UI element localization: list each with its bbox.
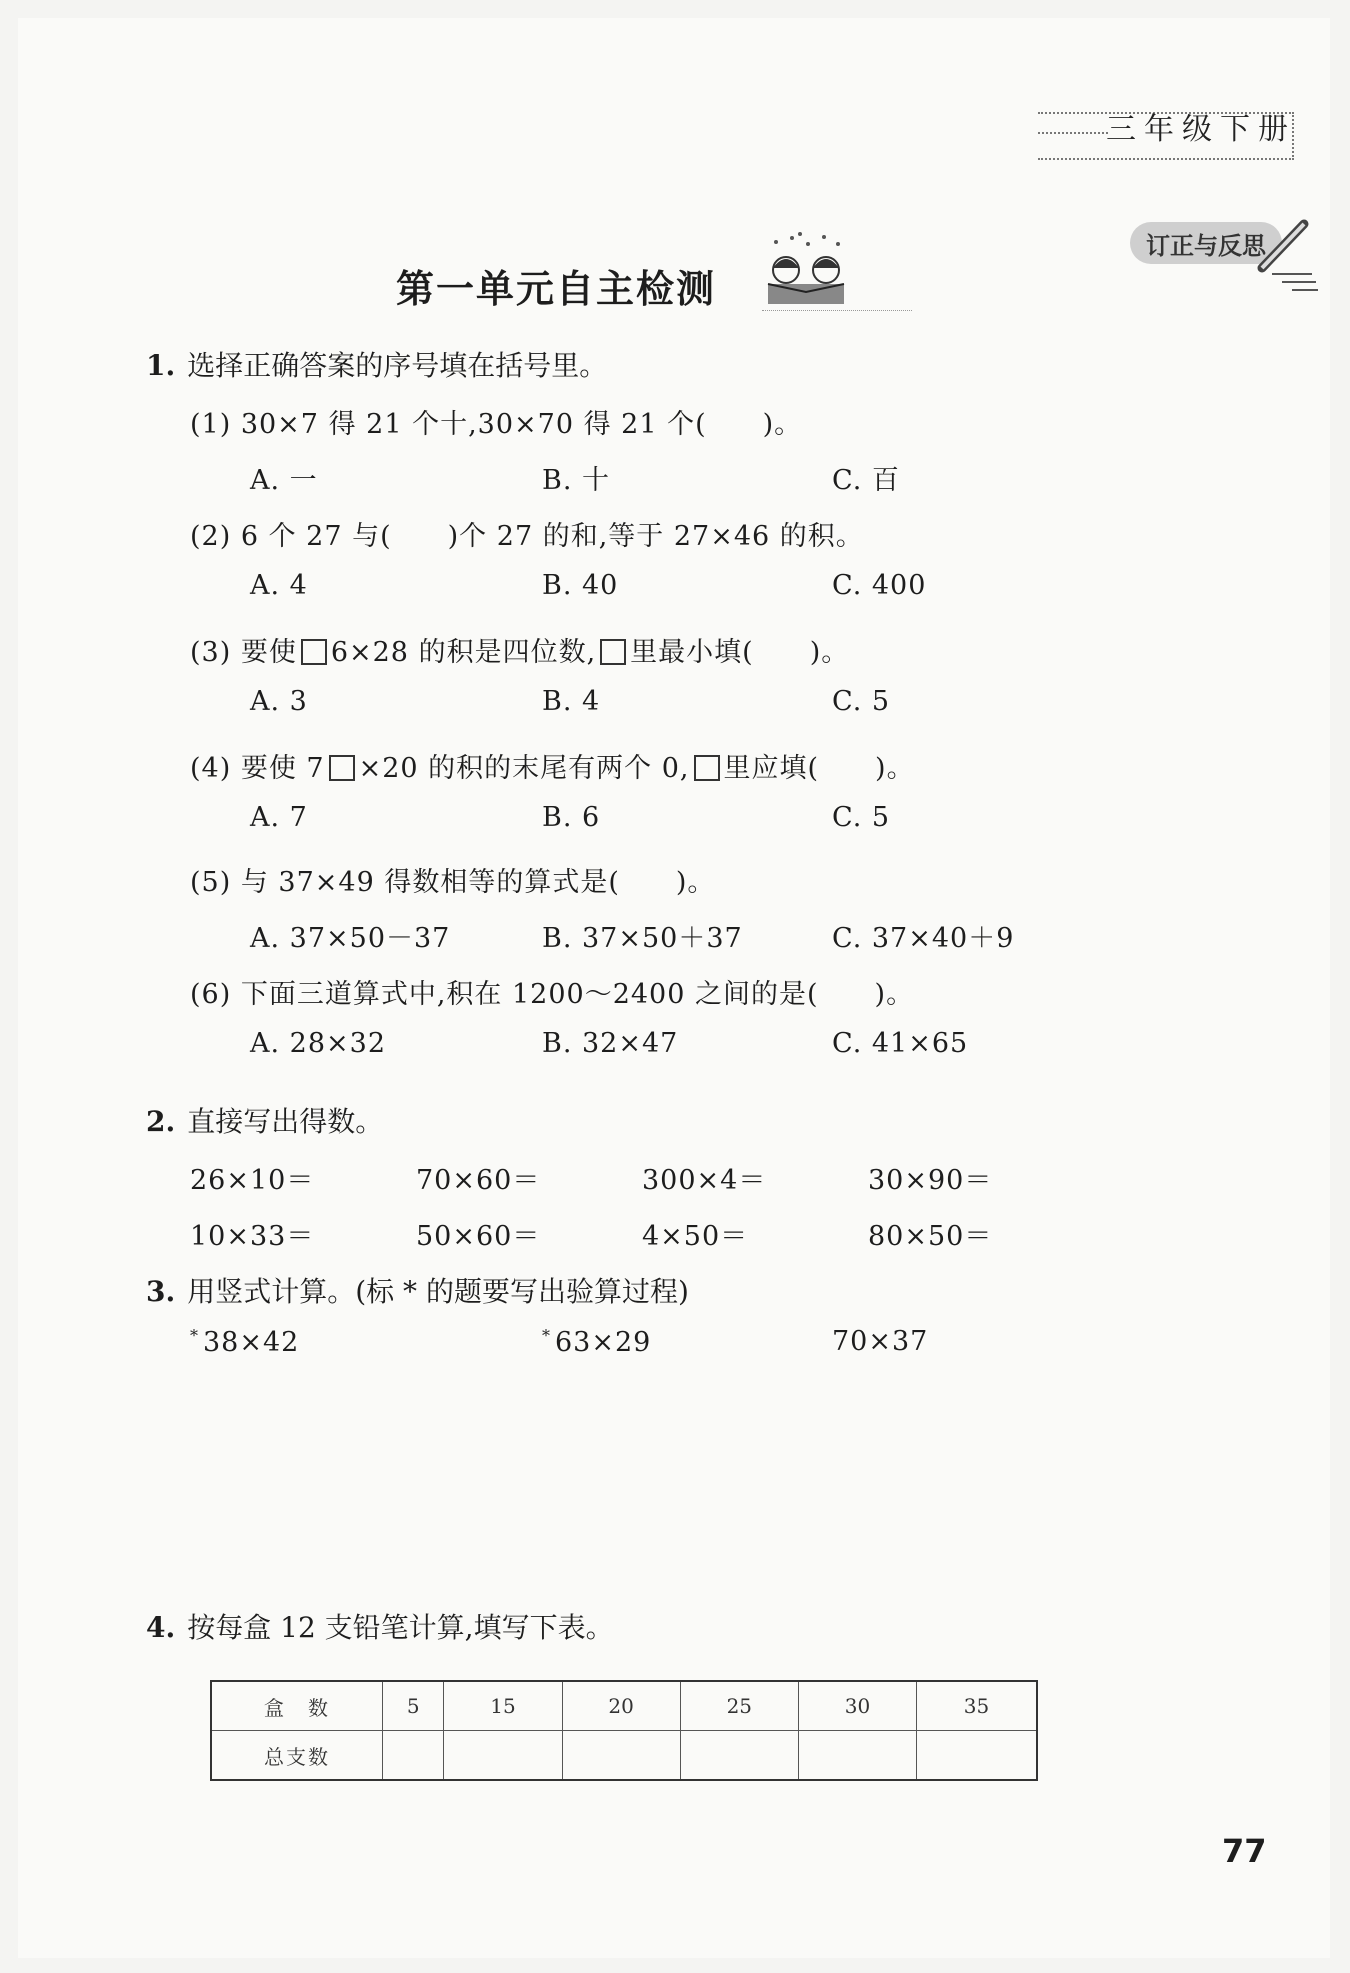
q1-item-4-option-b: B. 6 [542, 802, 601, 833]
stem-part: 里应填( )。 [723, 753, 915, 784]
question-text: 用竖式计算。(标 * 的题要写出验算过程) [187, 1275, 689, 1308]
vertical-calc-item: 70×37 [832, 1326, 929, 1357]
q1-item-3-option-a: A. 3 [250, 686, 308, 717]
q1-item-4-option-a: A. 7 [250, 802, 308, 833]
mental-calc: 50×60＝ [416, 1221, 541, 1252]
question-4 [146, 1606, 614, 1646]
q1-item-6-option-b: B. 32×47 [542, 1028, 679, 1059]
q1-item-5-option-c: C. 37×40＋9 [832, 923, 1015, 954]
table-cell-answer-blank[interactable] [444, 1731, 562, 1781]
q1-item-6-option-a: A. 28×32 [250, 1028, 386, 1059]
question-text: 按每盒 12 支铅笔计算,填写下表。 [187, 1611, 614, 1644]
question-number: 2. [146, 1105, 176, 1138]
question-1 [146, 344, 607, 384]
page-number: 77 [1222, 1832, 1267, 1870]
table-header-boxes: 盒 数 [211, 1681, 383, 1731]
mental-calc: 10×33＝ [190, 1221, 315, 1252]
blank-square [301, 639, 327, 665]
table-cell-box-count: 35 [917, 1681, 1037, 1731]
mental-calc: 70×60＝ [416, 1165, 541, 1196]
table-cell-box-count: 30 [798, 1681, 916, 1731]
table-cell-box-count: 5 [383, 1681, 444, 1731]
calc-expression: 63×29 [555, 1327, 652, 1358]
q1-item-3-stem [190, 630, 849, 669]
vertical-calc-item [190, 1326, 299, 1358]
question-number: 3. [146, 1275, 176, 1308]
question-3 [146, 1270, 689, 1310]
q1-item-5-option-a: A. 37×50－37 [250, 923, 451, 954]
q1-item-2-option-a: A. 4 [250, 570, 308, 601]
mental-calc: 4×50＝ [642, 1221, 749, 1252]
vertical-calc-item [542, 1326, 651, 1358]
table-row-boxes [211, 1681, 1037, 1731]
q1-item-1-option-c: C. 百 [832, 465, 900, 496]
table-cell-answer-blank[interactable] [680, 1731, 798, 1781]
grade-label: 三年级下册 [1106, 112, 1296, 147]
q1-item-3-option-b: B. 4 [542, 686, 601, 717]
page-title: 第一单元自主检测 [396, 266, 717, 311]
q1-item-2-option-b: B. 40 [542, 570, 619, 601]
pencil-table [210, 1680, 1038, 1781]
pencil-icon [1252, 216, 1324, 296]
q1-item-3-option-c: C. 5 [832, 686, 891, 717]
stem-part: 6×28 的积是四位数, [330, 637, 597, 668]
q1-item-1-option-b: B. 十 [542, 465, 611, 496]
table-cell-box-count: 15 [444, 1681, 562, 1731]
q1-item-6-option-c: C. 41×65 [832, 1028, 969, 1059]
q1-item-6-stem: (6) 下面三道算式中,积在 1200～2400 之间的是( )。 [190, 979, 915, 1010]
q1-item-5-option-b: B. 37×50＋37 [542, 923, 743, 954]
blank-square [600, 639, 626, 665]
question-text: 选择正确答案的序号填在括号里。 [187, 349, 608, 382]
question-2 [146, 1100, 383, 1140]
mental-calc: 300×4＝ [642, 1165, 767, 1196]
calc-expression: 38×42 [203, 1327, 300, 1358]
q1-item-2-option-c: C. 400 [832, 570, 927, 601]
star-mark: * [542, 1326, 551, 1345]
mental-calc: 26×10＝ [190, 1165, 315, 1196]
q1-item-1-option-a: A. 一 [250, 465, 318, 496]
stem-part: ×20 的积的末尾有两个 0, [358, 753, 690, 784]
q1-item-4-stem [190, 746, 915, 785]
title-underline [762, 310, 912, 311]
question-number: 4. [146, 1611, 176, 1644]
revise-label: 订正与反思 [1146, 231, 1266, 260]
stem-part: (4) 要使 7 [190, 753, 325, 784]
table-cell-answer-blank[interactable] [383, 1731, 444, 1781]
stem-part: (3) 要使 [190, 637, 297, 668]
q1-item-2-stem: (2) 6 个 27 与( )个 27 的和,等于 27×46 的积。 [190, 521, 864, 552]
star-mark: * [190, 1326, 199, 1345]
mental-calc: 30×90＝ [868, 1165, 993, 1196]
q1-item-4-option-c: C. 5 [832, 802, 891, 833]
table-cell-box-count: 25 [680, 1681, 798, 1731]
blank-square [694, 755, 720, 781]
table-header-total: 总支数 [211, 1731, 383, 1781]
q1-item-5-stem: (5) 与 37×49 得数相等的算式是( )。 [190, 867, 716, 898]
q1-item-1-stem: (1) 30×7 得 21 个十,30×70 得 21 个( )。 [190, 409, 803, 440]
question-text: 直接写出得数。 [187, 1105, 384, 1138]
table-cell-answer-blank[interactable] [798, 1731, 916, 1781]
table-cell-answer-blank[interactable] [562, 1731, 680, 1781]
table-row-total [211, 1731, 1037, 1781]
stem-part: 里最小填( )。 [630, 637, 850, 668]
reading-children-icon [746, 232, 866, 312]
table-cell-answer-blank[interactable] [917, 1731, 1037, 1781]
table-cell-box-count: 20 [562, 1681, 680, 1731]
blank-square [329, 755, 355, 781]
mental-calc: 80×50＝ [868, 1221, 993, 1252]
question-number: 1. [146, 349, 176, 382]
